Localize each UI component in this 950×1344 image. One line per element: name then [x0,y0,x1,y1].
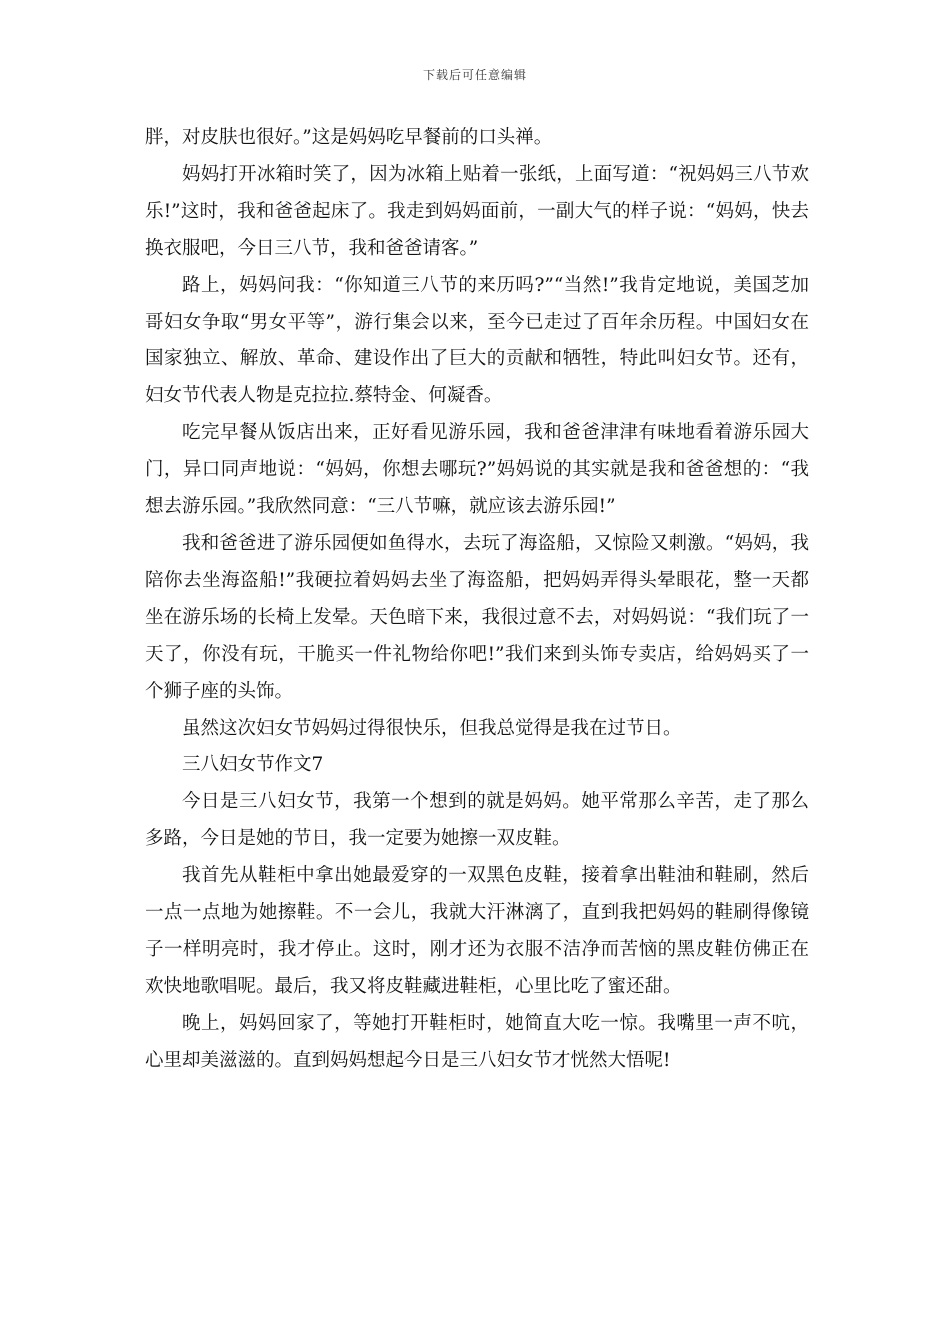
paragraph: 路上，妈妈问我：“你知道三八节的来历吗?”“当然!”我肯定地说，美国芝加哥妇女争取“男女平等”，游行集会以来，至今已走过了百年余历程。中国妇女在国家独立、解放、革命、建设作出了巨大的贡献和牺牲，特此叫妇女节。还有，妇女节代表人物是克拉拉.蔡特金、何凝香。 [145,274,809,407]
paragraph: 我和爸爸进了游乐园便如鱼得水，去玩了海盗船，又惊险又刺激。“妈妈，我陪你去坐海盗船!”我硬拉着妈妈去坐了海盗船，把妈妈弄得头晕眼花，整一天都坐在游乐场的长椅上发晕。天色暗下来，我很过意不去，对妈妈说：“我们玩了一天了，你没有玩，干脆买一件礼物给你吧!”我们来到头饰专卖店，给妈妈买了一个狮子座的头饰。 [145,532,809,702]
paragraph: 妈妈打开冰箱时笑了，因为冰箱上贴着一张纸，上面写道：“祝妈妈三八节欢乐!”这时，我和爸爸起床了。我走到妈妈面前，一副大气的样子说：“妈妈，快去换衣服吧，今日三八节，我和爸爸请客。” [145,163,809,259]
section-heading: 三八妇女节作文7 [182,754,324,776]
page-header-caption: 下载后可任意编辑 [422,68,527,82]
paragraph: 今日是三八妇女节，我第一个想到的就是妈妈。她平常那么辛苦，走了那么多路，今日是她的节日，我一定要为她擦一双皮鞋。 [145,791,809,850]
paragraph: 我首先从鞋柜中拿出她最爱穿的一双黑色皮鞋，接着拿出鞋油和鞋刷，然后一点一点地为她擦鞋。不一会儿，我就大汗淋漓了，直到我把妈妈的鞋刷得像镜子一样明亮时，我才停止。这时，刚才还为衣服不洁净而苦恼的黑皮鞋仿佛正在欢快地歌唱呢。最后，我又将皮鞋藏进鞋柜，心里比吃了蜜还甜。 [145,865,809,997]
paragraph: 晚上，妈妈回家了，等她打开鞋柜时，她简直大吃一惊。我嘴里一声不吭，心里却美滋滋的。直到妈妈想起今日是三八妇女节才恍然大悟呢! [145,1012,809,1071]
paragraph: 胖，对皮肤也很好。”这是妈妈吃早餐前的口头禅。 [145,127,553,148]
paragraph: 虽然这次妇女节妈妈过得很快乐，但我总觉得是我在过节日。 [182,717,682,739]
paragraph: 吃完早餐从饭店出来，正好看见游乐园，我和爸爸津津有味地看着游乐园大门，异口同声地说：“妈妈，你想去哪玩?”妈妈说的其实就是我和爸爸想的：“我想去游乐园。”我欣然同意：“三八节嘛，就应该去游乐园!” [145,422,809,518]
document-body [145,120,809,1080]
